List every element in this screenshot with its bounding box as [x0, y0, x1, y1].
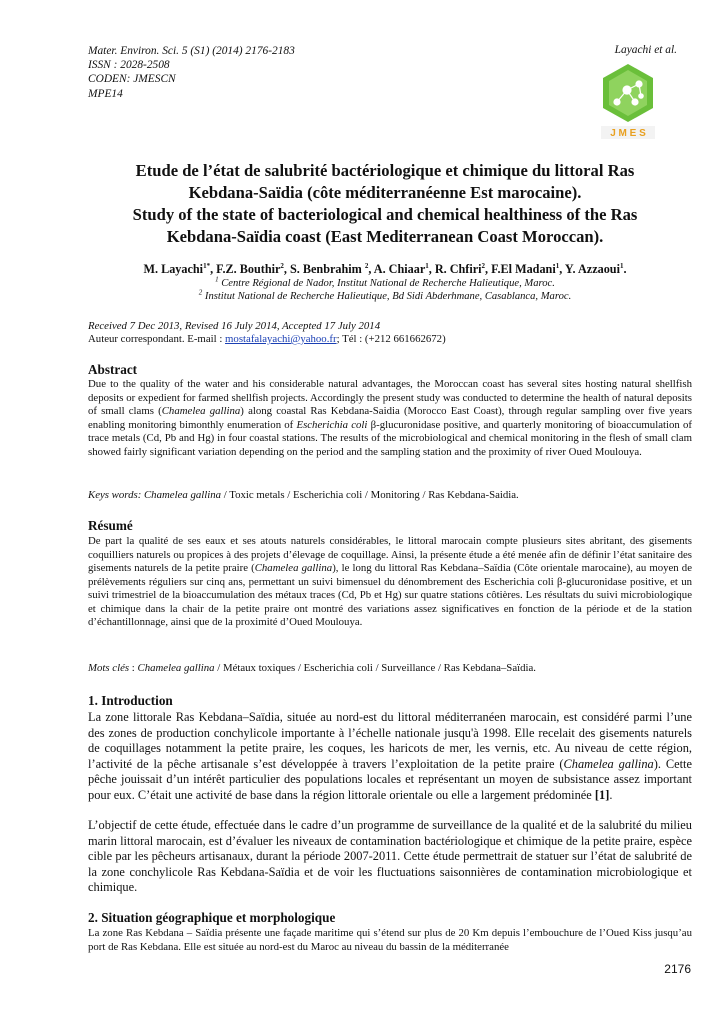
intro-heading: 1. Introduction [88, 693, 173, 708]
email-link[interactable]: mostafalayachi@yahoo.fr [225, 333, 337, 345]
intro-paragraph-2: L’objectif de cette étude, effectuée dans le cadre d’un programme de surveillance de la qualité et de la salubrité du milieu marin littoral marocain, est d’évaluer les niveaux de contamination bactériologique et chimique de la petite praire, espèce cible par les pêcheurs artisanaux, durant la période 2007-2011. Cette étude permettrait de statuer sur l’état de salubrité de la zone conchylicole Ras Kebdana-Saïdia et de voir les fluctuations saisonnières de contamination microbiologique et chimique. [88, 818, 692, 895]
section2-heading: 2. Situation géographique et morphologique [88, 910, 336, 925]
author: F.Z. Bouthir$^2$ [216, 261, 284, 276]
author: Y. Azzaoui$^1$ [564, 261, 624, 276]
abstract-heading: Abstract [88, 362, 138, 377]
page-number: 2176 [664, 962, 691, 976]
paper-title [88, 160, 682, 248]
title-en-line2: Kebdana-Saïdia coast (East Mediterranean Coast Moroccan). [166, 227, 604, 246]
title-en-line1: Study of the state of bacteriological and chemical healthiness of the Ras [132, 205, 638, 224]
keywords: Keys words: Chamelea gallina / Toxic metals / Escherichia coli / Monitoring / Ras Kebdana-Saidia. [88, 489, 519, 501]
title-fr-line2: Kebdana-Saïdia (côte méditerranéenne Est marocaine). [188, 183, 582, 202]
affiliation-1: $^1$ Centre Régional de Nador, Institut National de Recherche Halieutique, Maroc. [215, 275, 555, 289]
coden: CODEN: JMESCN [88, 73, 176, 86]
journal-citation: Mater. Environ. Sci. 5 (S1) (2014) 2176-2183 [88, 45, 295, 57]
jmes-logo [597, 62, 659, 142]
abstract-text: Due to the quality of the water and his considerable natural advantages, the Moroccan coast has several sites hosting natural shellfish deposits or expedient for farmed shellfish projects. Accordingly the present study was conducted to determine the health of natural deposits of small clams (Chamelea gallina) along coastal Ras Kebdana-Saidia (Morocco East Coast), through regular sampling over five years enabling monitoring bimonthly enumeration of Escherichia coli β-glucuronidase positive, and quarterly monitoring of bioaccumulation of trace metals (Cd, Pb and Hg) in four coastal stations. The results of the microbiological and chemical monitoring in the flesh of small clam showed fairly significant variation depending on the period and the sampling station and the proximity of river Oued Moulouya. [88, 378, 692, 458]
section2-text: La zone Ras Kebdana – Saïdia présente une façade maritime qui s’étend sur plus de 20 Km depuis l’embouchure de l’Oued Kiss jusqu’au port de Ras Kebdana. Elle est située au nord-est du Maroc au niveau du bassin de la méditerranée [88, 927, 692, 953]
title-fr-line1: Etude de l’état de salubrité bactériologique et chimique du littoral Ras [135, 161, 635, 180]
affiliation-2: $^2$ Institut National de Recherche Halieutique, Bd Sidi Abderhmane, Casablanca, Maroc. [198, 288, 572, 302]
logo-text: J M E S [610, 128, 646, 139]
author: R. Chfiri$^2$ [434, 261, 486, 276]
author-list: M. Layachi$^{1*}$, F.Z. Bouthir$^2$, S. Benbrahim $^2$, A. Chiaar$^1$, R. Chfiri$^2$, F.El Madani$^1$, Y. Azzaoui$^1$. [143, 261, 627, 276]
running-author: Layachi et al. [614, 44, 677, 56]
intro-paragraph-1: La zone littorale Ras Kebdana–Saïdia, située au nord-est du littoral méditerranéen marocain, est considéré parmi l’une des zones de production conchylicole importante à l’échelle nationale jusqu'à 1998. Elle recelait des gisements naturels de coquillages notamment la petite praire, les coques, les haricots de mer, les vernis, etc. Au niveau de cette région, l’activité de la pêche artisanale s’est développée à travers l’exploitation de la petite praire (Chamelea gallina). Cette pêche jouissait d’un intérêt particulier des populations locales et représentant un moyen de subsistance assez important pour eux. C’était une activité de base dans la région littorale orientale ou elle a largement prédominée [1]. [88, 710, 692, 802]
author: M. Layachi$^{1*}$ [143, 261, 211, 276]
received-dates: Received 7 Dec 2013, Revised 16 July 2014, Accepted 17 July 2014 [88, 320, 381, 332]
mots-cles: Mots clés : Chamelea gallina / Métaux toxiques / Escherichia coli / Surveillance / Ras Kebdana–Saïdia. [88, 662, 536, 674]
author: A. Chiaar$^1$ [373, 261, 429, 276]
resume-heading: Résumé [88, 518, 133, 533]
resume-text: De part la qualité de ses eaux et ses atouts naturels considérables, le littoral marocain compte plusieurs sites abritant, des gisements coquilliers naturels ou propices à des projets d’élevage de coquillage. Ainsi, la présente étude a été menée afin de définir l’état sanitaire des gisements naturels de la petite praire (Chamelea gallina), le long du littoral Ras Kebdana–Saïdia (Côte orientale marocaine), au moyen de prélèvements réguliers sur cinq ans, permettant un suivi bimensuel du dénombrement des Escherichia coli β-glucuronidase positive, et un suivi trimestriel de la bioaccumulation des métaux traces (Cd, Pb et Hg) sur quatre stations côtières. Les résultats du suivi microbiologique et chimique dans la chair de la petite praire ont montré des variations assez significatives en fonction de la période et de la station d’échantillonnage, ainsi que de la proximité d’Oued Moulouya. [88, 535, 692, 628]
paper-code: MPE14 [88, 87, 123, 100]
issn: ISSN : 2028-2508 [88, 59, 170, 72]
correspondence: Auteur correspondant. E-mail : mostafalayachi@yahoo.fr; Tél : (+212 661662672) [88, 333, 446, 345]
author: S. Benbrahim $^2$ [290, 261, 369, 276]
author: F.El Madani$^1$ [491, 261, 560, 276]
journal-metadata [88, 44, 295, 101]
